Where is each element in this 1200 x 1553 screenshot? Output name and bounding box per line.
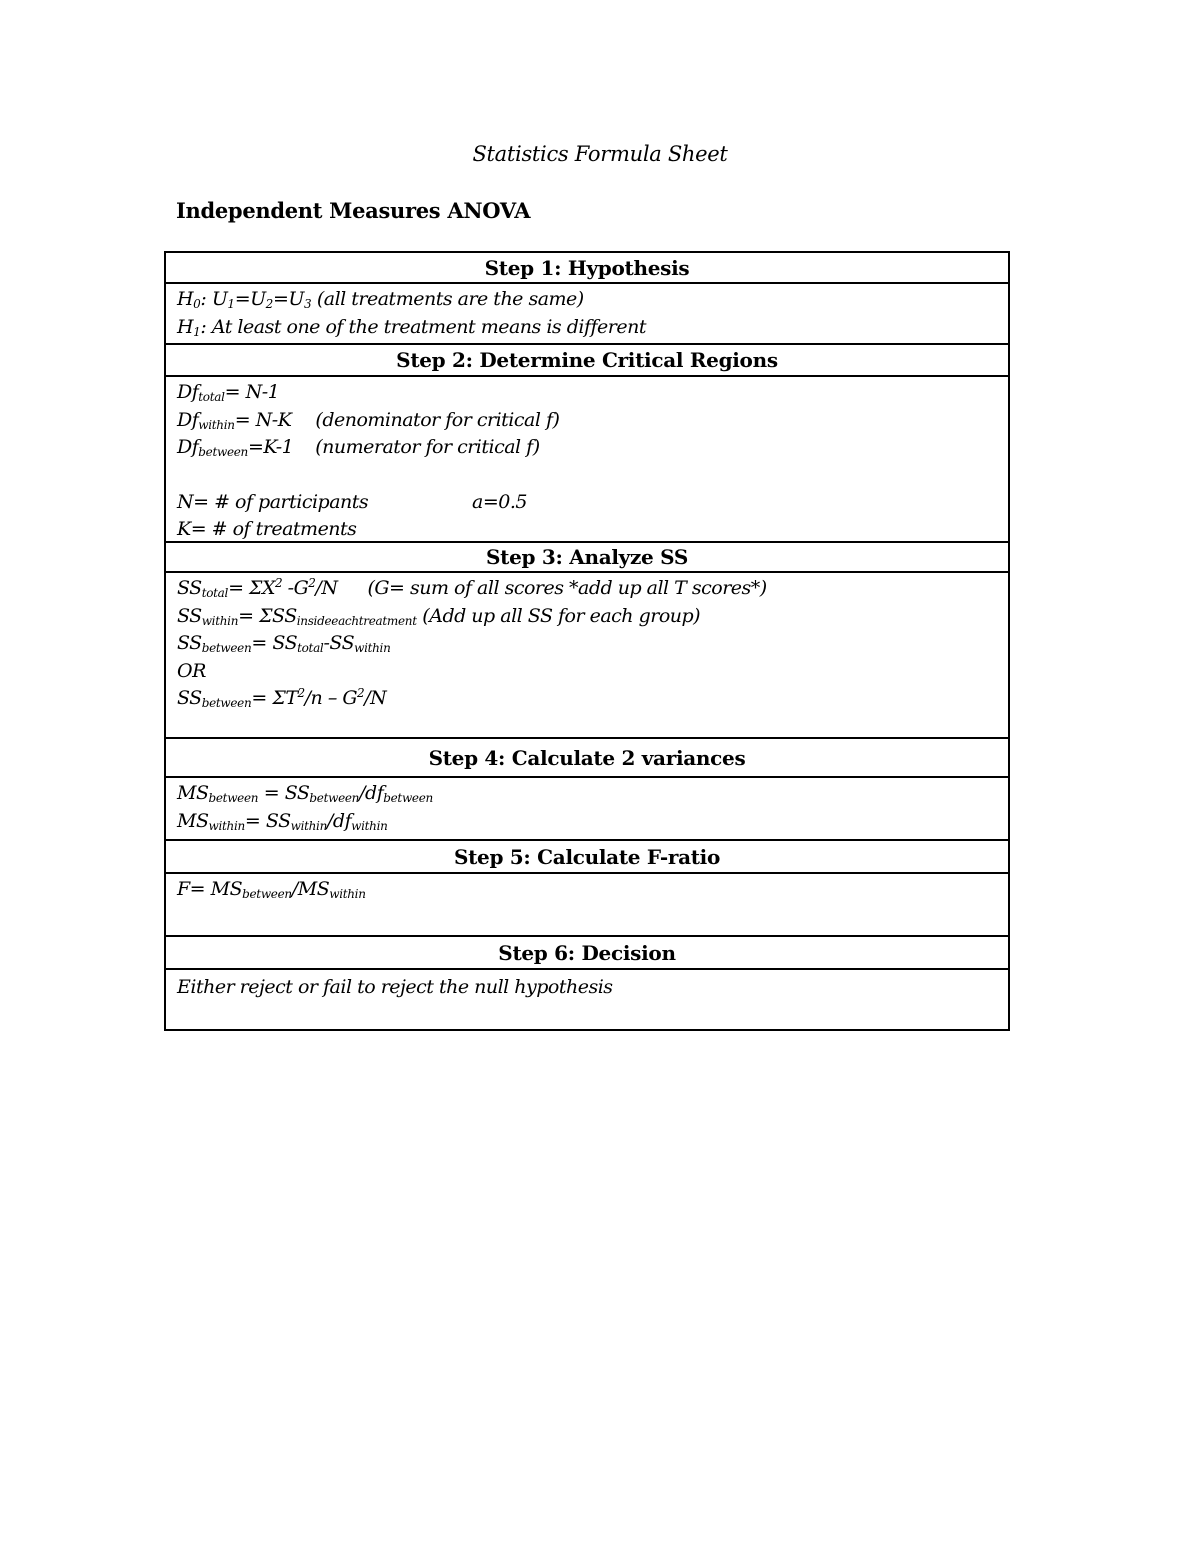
document-title: Statistics Formula Sheet <box>472 142 728 166</box>
step-5-header: Step 5: Calculate F-ratio <box>166 841 1008 874</box>
step-5-body <box>166 874 1008 937</box>
step-3-body <box>166 573 1008 739</box>
ss-within-formula: $SS_{within}= \Sigma SS_{insideeachtreatment}$ (Add up all SS for each group) <box>177 604 701 628</box>
ss-between-formula: $SS_{between}= SS_{total}-SS_{within}$ <box>177 632 391 655</box>
step-4-body <box>166 778 1008 841</box>
step-4-header: Step 4: Calculate 2 variances <box>166 739 1008 778</box>
n-definition: N= # of participants a=0.5 <box>177 490 527 513</box>
step-3-header: Step 3: Analyze SS <box>166 543 1008 573</box>
df-within-formula: $Df_{within}= N-K$ (denominator for critical f) <box>177 408 560 432</box>
ss-between-alt-formula: $SS_{between}= \Sigma T^2/n - G^2/N$ <box>177 686 387 710</box>
df-between-formula: $Df_{between}=K-1$ (numerator for critical f) <box>177 436 540 459</box>
section-heading: Independent Measures ANOVA <box>176 198 531 223</box>
decision-text: Either reject or fail to reject the null hypothesis <box>177 976 613 998</box>
ms-within-formula: $MS_{within}= SS_{within}/df_{within}$ <box>177 809 388 833</box>
f-ratio-formula: $F= MS_{between}/MS_{within}$ <box>177 878 366 901</box>
alternative-hypothesis: $H_1$: At least one of the treatment means is different <box>177 315 646 339</box>
step-1-body <box>166 284 1008 345</box>
alpha-level: a=0.5 <box>472 490 527 513</box>
df-total-formula: $Df_{total}= N-1$ <box>177 381 280 404</box>
step-2-header: Step 2: Determine Critical Regions <box>166 345 1008 377</box>
k-definition: K= # of treatments <box>177 518 357 540</box>
step-6-body <box>166 970 1008 1029</box>
or-label: OR <box>177 659 206 682</box>
ms-between-formula: $MS_{between} = SS_{between}/df_{between}$ <box>177 782 433 805</box>
anova-formula-table <box>164 251 1010 1031</box>
ss-total-formula: $SS_{total}= \Sigma X^2$ $-G^2/N$ (G= sum of all scores *add up all T scores*) <box>177 576 767 600</box>
step-2-body <box>166 377 1008 543</box>
step-6-header: Step 6: Decision <box>166 937 1008 970</box>
step-1-header: Step 1: Hypothesis <box>166 253 1008 284</box>
null-hypothesis: $H_0$: $U_1=U_2=U_3$ (all treatments are the same) <box>177 288 584 311</box>
